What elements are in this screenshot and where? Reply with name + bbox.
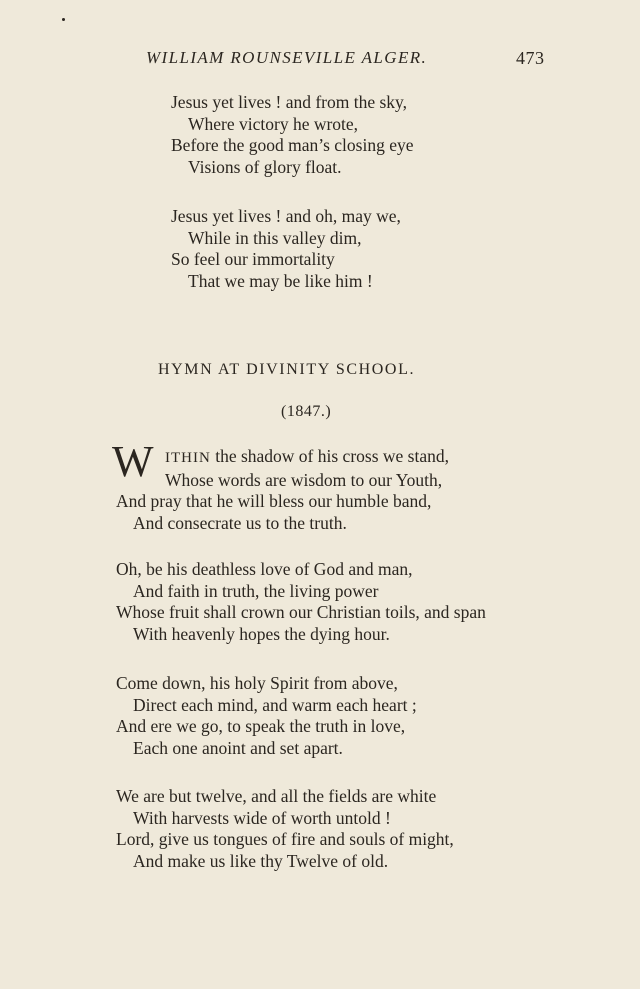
poem-line: Lord, give us tongues of fire and souls of might, (116, 829, 454, 849)
drop-cap: W (112, 437, 152, 486)
poem-line: So feel our immortality (171, 249, 335, 269)
poem-line: Each one anoint and set apart. (133, 737, 343, 758)
poem-line: Come down, his holy Spirit from above, (116, 673, 398, 693)
poem-line: While in this valley dim, (188, 227, 362, 248)
continued-stanza-2 (171, 206, 401, 292)
poem-line: That we may be like him ! (188, 270, 373, 291)
poem-line: Oh, be his deathless love of God and man, (116, 559, 413, 579)
poem-line: Direct each mind, and warm each heart ; (133, 694, 417, 715)
poem-line: And pray that he will bless our humble band, (116, 491, 432, 511)
poem-line: Before the good man’s closing eye (171, 135, 414, 155)
page-number: 473 (516, 48, 545, 68)
first-line-rest: the shadow of his cross we stand, (210, 446, 449, 466)
hymn-stanza-2 (116, 559, 486, 645)
hymn-stanza-1 (116, 446, 449, 534)
poem-line (116, 446, 449, 470)
poem-line: With heavenly hopes the dying hour. (133, 623, 390, 644)
poem-line: And consecrate us to the truth. (133, 512, 347, 533)
hymn-stanza-3 (116, 673, 417, 759)
poem-line: With harvests wide of worth untold ! (133, 807, 391, 828)
poem-line: Where victory he wrote, (188, 113, 359, 134)
poem-line: Jesus yet lives ! and from the sky, (171, 92, 408, 112)
hymn-stanza-4 (116, 786, 454, 872)
poem-line: Visions of glory float. (188, 156, 342, 177)
ink-speck (62, 18, 65, 21)
poem-line: Jesus yet lives ! and oh, may we, (171, 206, 401, 226)
hymn-year: (1847.) (281, 403, 332, 420)
poem-line: Whose fruit shall crown our Christian toils, and span (116, 602, 486, 622)
poem-line: Whose words are wisdom to our Youth, (165, 469, 443, 490)
poem-line: We are but twelve, and all the fields are white (116, 786, 437, 806)
continued-stanza-1 (171, 92, 414, 178)
poem-line: And ere we go, to speak the truth in love, (116, 716, 406, 736)
running-head-author: WILLIAM ROUNSEVILLE ALGER. (146, 48, 428, 67)
poem-line: And faith in truth, the living power (133, 580, 379, 601)
first-word-small-caps: ITHIN (165, 450, 211, 466)
poem-line: And make us like thy Twelve of old. (133, 850, 389, 871)
hymn-title: HYMN AT DIVINITY SCHOOL. (158, 361, 416, 378)
